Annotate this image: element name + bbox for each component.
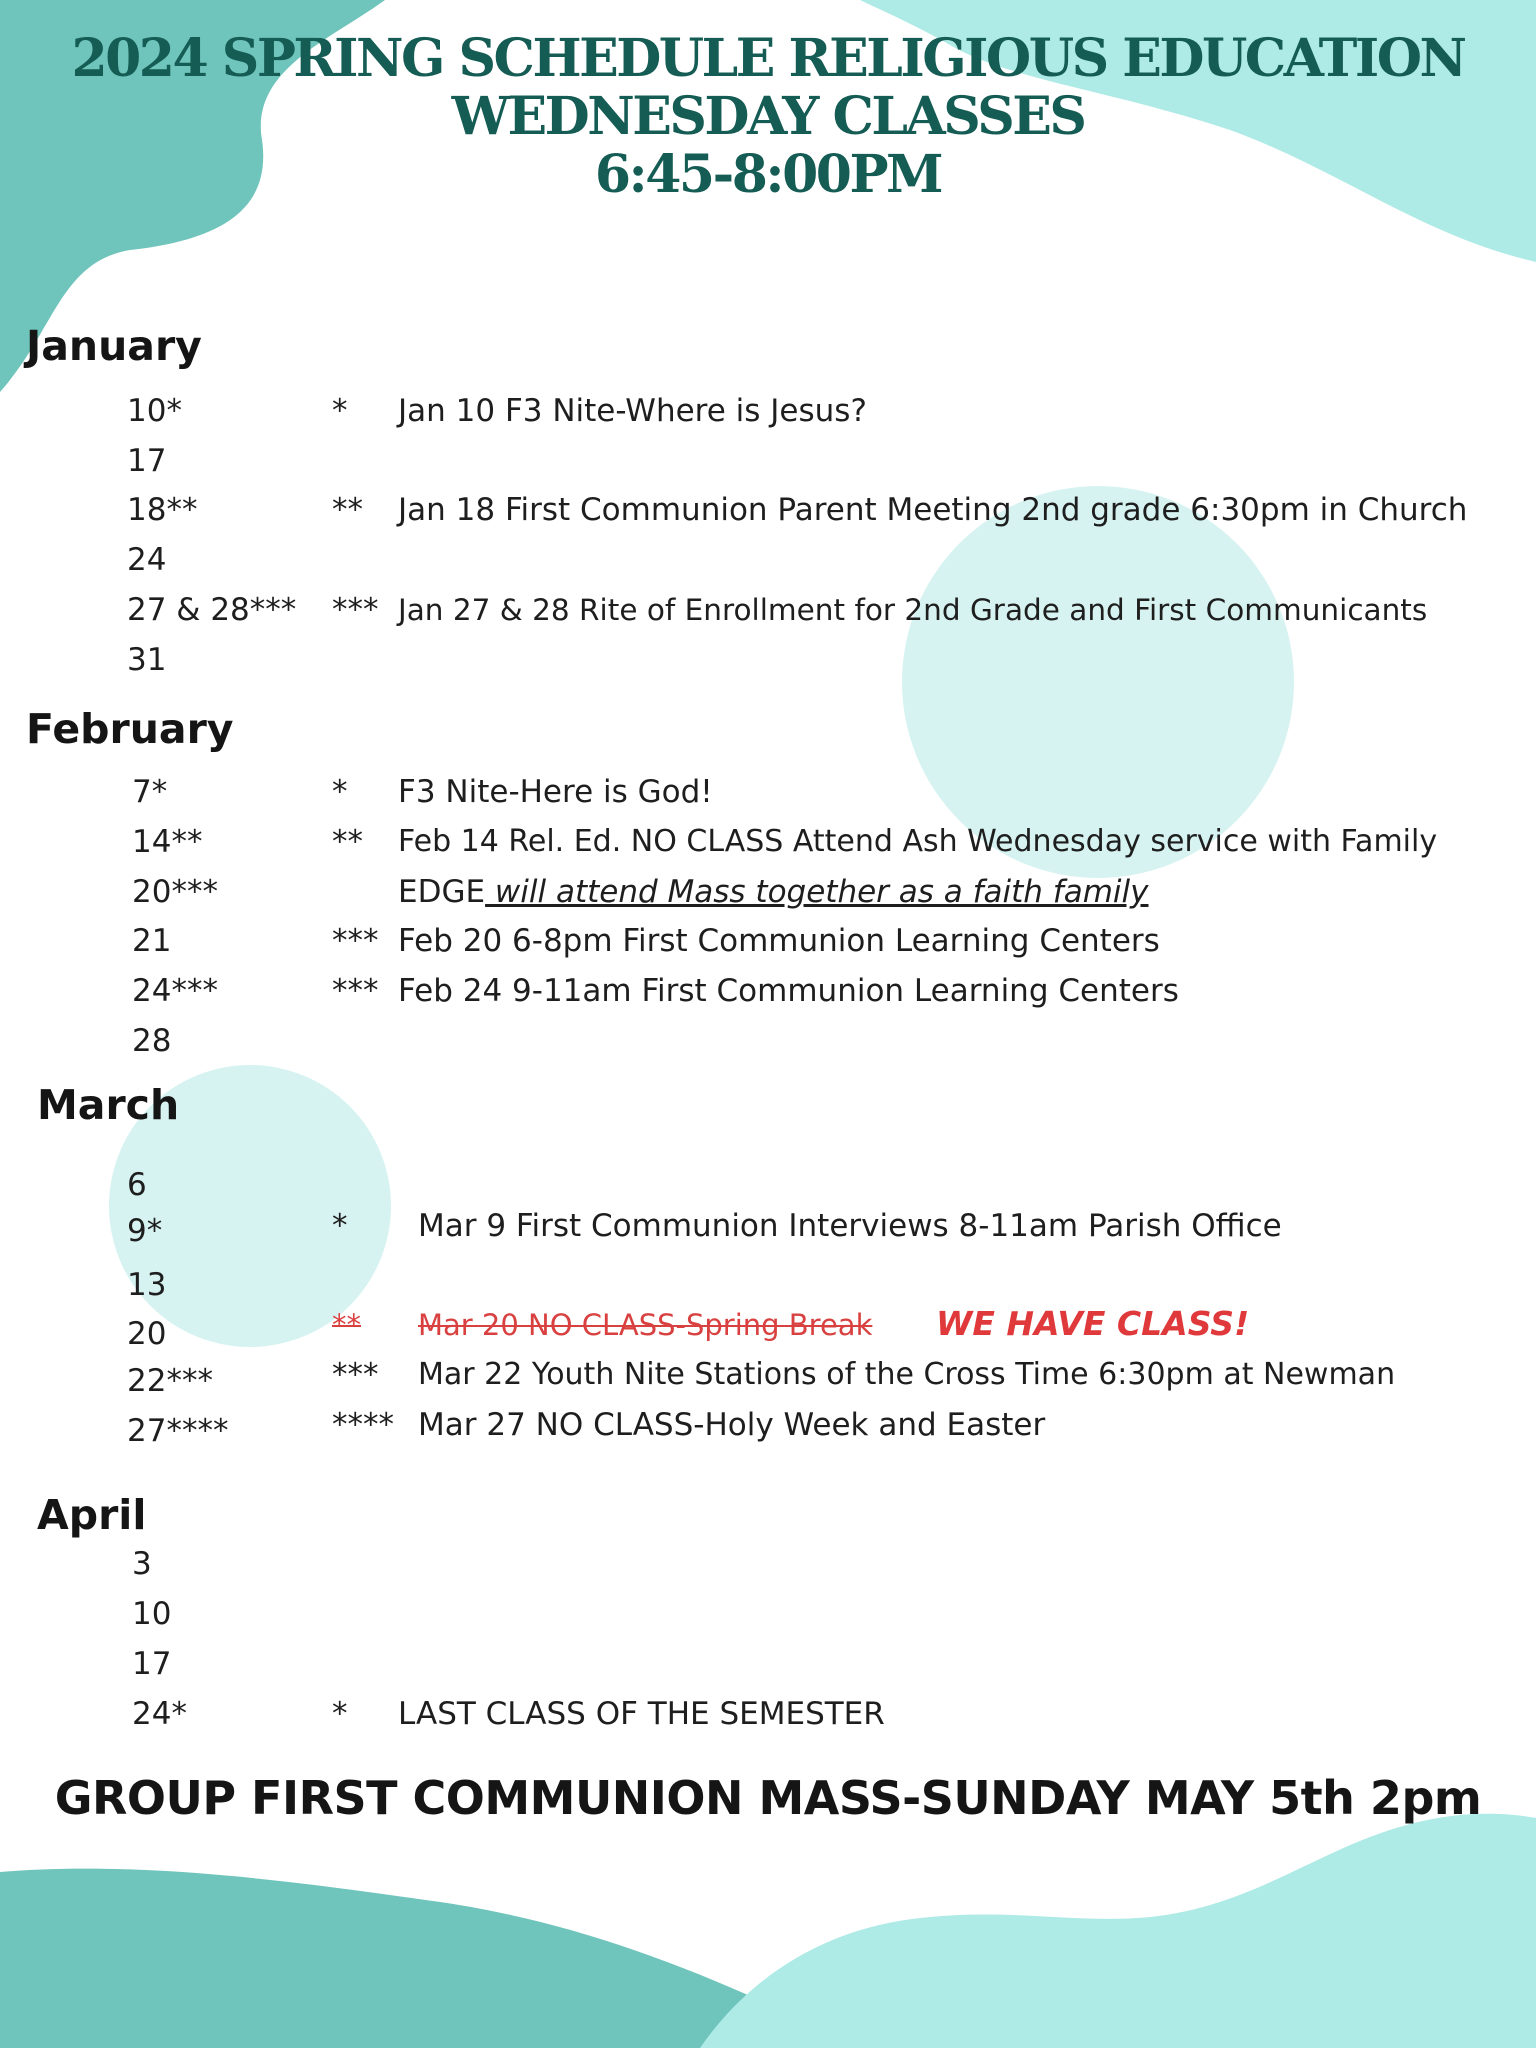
note-text: Mar 27 NO CLASS-Holy Week and Easter — [418, 1407, 1046, 1443]
note-text: Mar 9 First Communion Interviews 8-11am Parish Office — [418, 1208, 1282, 1244]
underlined-note: will attend Mass together as a faith family — [485, 874, 1149, 910]
date-item: 9* — [127, 1213, 163, 1249]
note-text: Jan 10 F3 Nite-Where is Jesus? — [398, 393, 867, 429]
note-marker: * — [332, 1208, 348, 1244]
date-item: 10* — [127, 393, 182, 429]
note-text: Feb 24 9-11am First Communion Learning Centers — [398, 973, 1179, 1009]
middle-right-circle — [902, 486, 1294, 878]
month-february: February — [26, 705, 234, 753]
date-item: 6 — [127, 1167, 147, 1203]
date-item: 20*** — [132, 874, 218, 910]
title-line-3: 6:45-8:00PM — [594, 144, 942, 205]
date-item: 3 — [132, 1546, 152, 1582]
date-item: 24* — [132, 1696, 187, 1732]
month-march: March — [37, 1081, 180, 1129]
date-item: 14** — [132, 824, 203, 860]
note-marker: *** — [332, 592, 379, 628]
title-line-2: WEDNESDAY CLASSES — [451, 86, 1085, 147]
date-item: 7* — [132, 774, 168, 810]
date-item: 17 — [132, 1646, 172, 1682]
note-marker: *** — [332, 923, 379, 959]
date-item: 24*** — [132, 973, 218, 1009]
note-marker: *** — [332, 1357, 379, 1393]
note-text: F3 Nite-Here is God! — [398, 774, 713, 810]
note-marker: ** — [332, 492, 363, 528]
date-item: 27**** — [127, 1413, 229, 1449]
date-item: 27 & 28*** — [127, 592, 297, 628]
note-text: Jan 27 & 28 Rite of Enrollment for 2nd Grade and First Communicants — [398, 593, 1428, 627]
note-text: Feb 20 6-8pm First Communion Learning Centers — [398, 923, 1160, 959]
note-marker: ** — [332, 824, 363, 860]
note-text: Jan 18 First Communion Parent Meeting 2nd grade 6:30pm in Church — [398, 492, 1468, 528]
note-marker: * — [332, 774, 348, 810]
date-item: 21 — [132, 923, 172, 959]
note-marker: *** — [332, 973, 379, 1009]
date-item: 17 — [127, 443, 167, 479]
note-text: Feb 14 Rel. Ed. NO CLASS Attend Ash Wednesday service with Family — [398, 824, 1438, 859]
month-april: April — [37, 1491, 147, 1539]
date-item: 13 — [127, 1267, 167, 1303]
page-title — [0, 30, 1536, 204]
note-marker: * — [332, 393, 348, 429]
date-item: 22*** — [127, 1363, 213, 1399]
date-item: 31 — [127, 642, 167, 678]
date-item: 18** — [127, 492, 198, 528]
bottom-right-blob — [700, 1814, 1536, 2048]
class-alert: WE HAVE CLASS! — [936, 1304, 1250, 1343]
month-january: January — [26, 322, 202, 370]
date-item: 10 — [132, 1596, 172, 1632]
note-marker: **** — [332, 1407, 394, 1443]
struck-marker: ** — [332, 1308, 361, 1342]
note-text: Mar 22 Youth Nite Stations of the Cross Time 6:30pm at Newman — [418, 1357, 1396, 1392]
note-marker: * — [332, 1696, 348, 1732]
title-line-1: 2024 SPRING SCHEDULE RELIGIOUS EDUCATION — [71, 28, 1465, 89]
struck-note: Mar 20 NO CLASS-Spring Break — [418, 1308, 873, 1342]
date-item: 28 — [132, 1023, 172, 1059]
first-communion-footer: GROUP FIRST COMMUNION MASS-SUNDAY MAY 5th 2pm — [54, 1771, 1482, 1825]
note-text-edge — [398, 873, 1149, 911]
date-item: 20 — [127, 1316, 167, 1352]
edge-label: EDGE — [398, 874, 486, 910]
date-item: 24 — [127, 542, 167, 578]
note-text: LAST CLASS OF THE SEMESTER — [398, 1696, 885, 1732]
